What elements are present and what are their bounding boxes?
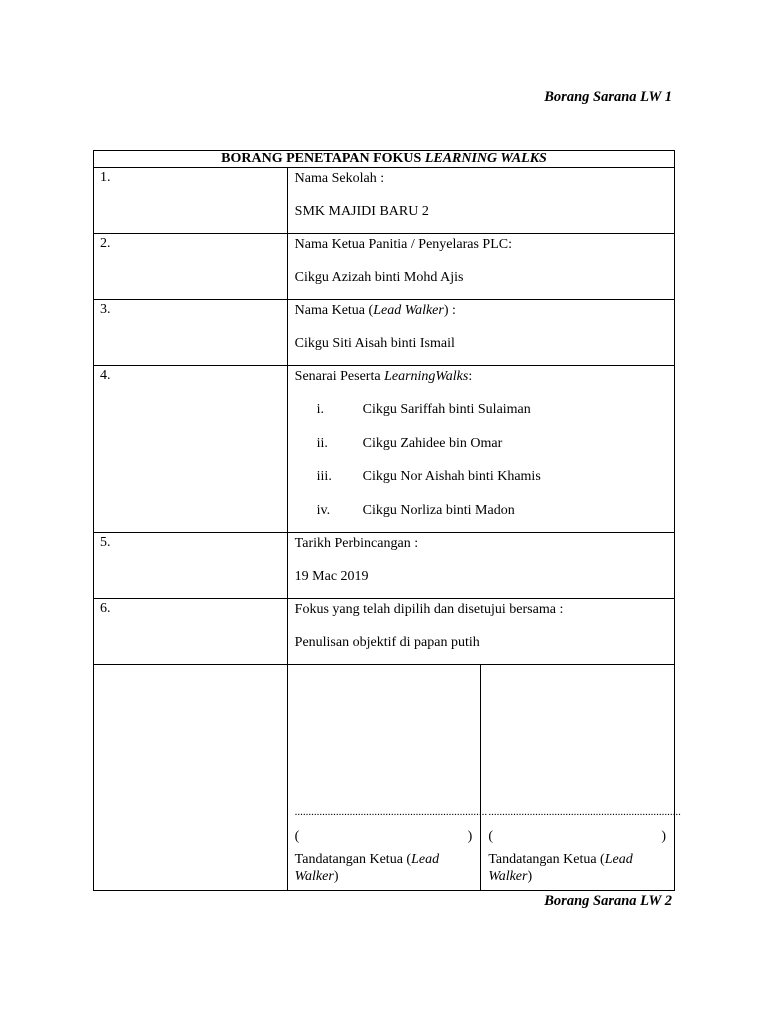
signature-block-left	[287, 665, 488, 891]
row-participants	[94, 366, 675, 533]
field-value: Penulisan objektif di papan putih	[294, 635, 480, 650]
field-value: Cikgu Siti Aisah binti Ismail	[294, 336, 455, 351]
name-parentheses: ( )	[294, 829, 473, 844]
field-label: Nama Ketua (Lead Walker) :	[294, 303, 456, 318]
row-lead-walker	[94, 300, 675, 366]
row-signatures	[94, 665, 675, 891]
field-label: Senarai Peserta LearningWalks:	[294, 369, 473, 384]
form-code-top: Borang Sarana LW 1	[544, 89, 672, 105]
row-discussion-date	[94, 533, 675, 599]
field-value: Cikgu Azizah binti Mohd Ajis	[294, 270, 464, 285]
row-number: 5.	[94, 533, 288, 599]
signature-caption: Tandatangan Ketua (Lead Walker)	[488, 852, 633, 884]
field-label: Nama Sekolah :	[294, 171, 385, 186]
form-title-prefix: BORANG PENETAPAN FOKUS	[221, 151, 422, 166]
row-number: 4.	[94, 366, 288, 533]
list-item: iv. Cikgu Norliza binti Madon	[316, 502, 515, 518]
list-item: iii. Cikgu Nor Aishah binti Khamis	[316, 469, 541, 484]
signature-caption: Tandatangan Ketua (Lead Walker)	[294, 852, 440, 884]
form-title	[94, 151, 675, 168]
field-value: 19 Mac 2019	[294, 569, 369, 584]
row-number: 3.	[94, 300, 288, 366]
signature-line: ......................................................................	[294, 806, 488, 818]
form-title-italic: LEARNING WALKS	[424, 151, 547, 166]
signature-line: ......................................................................	[488, 806, 681, 818]
row-number: 2.	[94, 234, 288, 300]
row-number: 1.	[94, 168, 288, 234]
name-parentheses: ( )	[488, 829, 666, 844]
row-number: 6.	[94, 599, 288, 665]
field-value: SMK MAJIDI BARU 2	[294, 204, 429, 219]
signature-block-right	[481, 665, 681, 891]
row-panel-head	[94, 234, 675, 300]
field-label: Nama Ketua Panitia / Penyelaras PLC:	[294, 237, 512, 252]
form-code-bottom: Borang Sarana LW 2	[544, 893, 672, 909]
row-school-name	[94, 168, 675, 234]
form-title-row	[94, 151, 675, 168]
field-label: Fokus yang telah dipilih dan disetujui bersama :	[294, 602, 564, 617]
row-focus	[94, 599, 675, 665]
focus-form-table	[93, 150, 681, 891]
field-label: Tarikh Perbincangan :	[294, 536, 419, 551]
list-item: i. Cikgu Sariffah binti Sulaiman	[316, 402, 531, 417]
list-item: ii. Cikgu Zahidee bin Omar	[316, 435, 503, 451]
